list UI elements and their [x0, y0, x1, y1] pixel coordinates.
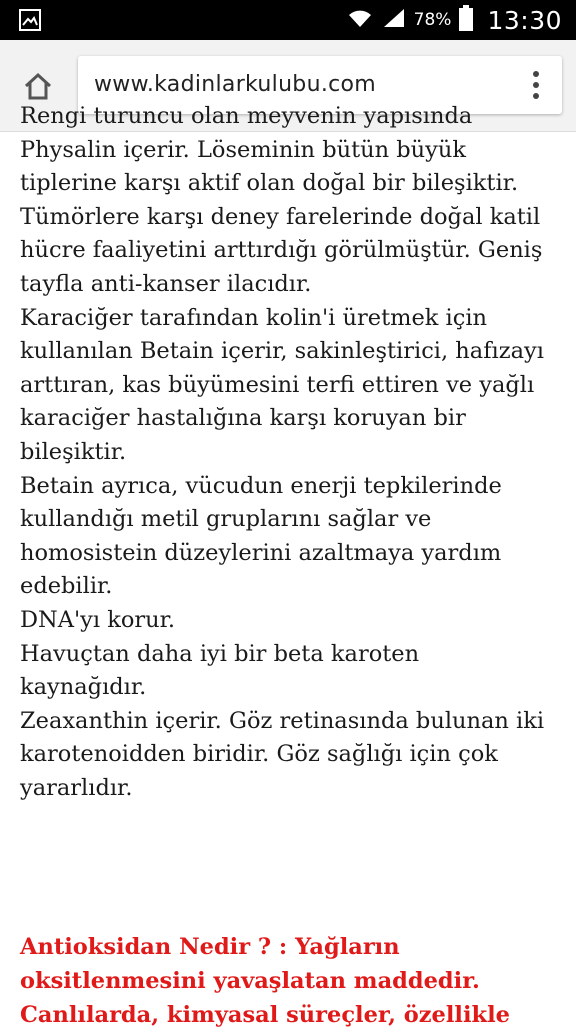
- article-line: tayfla anti-kanser ilacıdır.: [20, 270, 312, 297]
- article-line: kullandığı metil gruplarını sağlar ve: [20, 506, 432, 533]
- article-line: kullanılan Betain içerir, sakinleştirici, hafızayı: [20, 338, 544, 365]
- article-line: edebilir.: [20, 573, 113, 600]
- cut-off-line: Rengi turuncu olan meyvenin yapısında: [20, 103, 473, 129]
- article-line: Physalin içerir. Löseminin bütün büyük: [20, 136, 467, 163]
- status-time: 13:30: [487, 5, 562, 35]
- battery-icon: [459, 5, 473, 35]
- article-lines: [20, 134, 560, 806]
- article-line: karotenoidden biridir. Göz sağlığı için çok: [20, 741, 498, 768]
- gallery-icon: [18, 8, 42, 32]
- cut-off-red-line: Canlılarda, kimyasal süreçler, özellikle: [20, 1001, 510, 1028]
- red-heading-line: Antioksidan Nedir ? : Yağların: [20, 934, 400, 961]
- article-line: homosistein düzeylerini azaltmaya yardım: [20, 539, 502, 566]
- red-heading-lines: [20, 931, 560, 998]
- status-bar: [0, 0, 576, 40]
- article-line: Tümörlere karşı deney farelerinde doğal katil: [20, 203, 541, 230]
- article-line: arttıran, kas büyümesini terfi ettiren ve yağlı: [20, 371, 535, 398]
- wifi-icon: [346, 7, 374, 33]
- article-line: yararlıdır.: [20, 774, 133, 801]
- battery-percent: 78%: [413, 10, 452, 30]
- article-line: karaciğer hastalığına karşı koruyan bir: [20, 405, 466, 432]
- overflow-menu-icon[interactable]: [524, 66, 548, 104]
- article-line: DNA'yı korur.: [20, 606, 176, 633]
- article-line: Betain ayrıca, vücudun enerji tepkilerinde: [20, 472, 502, 499]
- article-line: Havuçtan daha iyi bir beta karoten: [20, 640, 420, 667]
- signal-icon: [382, 7, 406, 33]
- article-line: tiplerine karşı aktif olan doğal bir bileşiktir.: [20, 170, 519, 197]
- red-heading-line: oksitlenmesini yavaşlatan maddedir.: [20, 968, 480, 995]
- url-text[interactable]: www.kadinlarkulubu.com: [94, 72, 376, 97]
- article-line: Zeaxanthin içerir. Göz retinasında bulunan iki: [20, 707, 545, 734]
- article-line: bileşiktir.: [20, 438, 127, 465]
- article-line: kaynağıdır.: [20, 674, 147, 701]
- article-line: Karaciğer tarafından kolin'i üretmek için: [20, 304, 488, 331]
- page-content: [0, 103, 576, 1028]
- article-body: [20, 100, 560, 1032]
- article-line: hücre faaliyetini arttırdığı görülmüştür. Geniş: [20, 237, 543, 264]
